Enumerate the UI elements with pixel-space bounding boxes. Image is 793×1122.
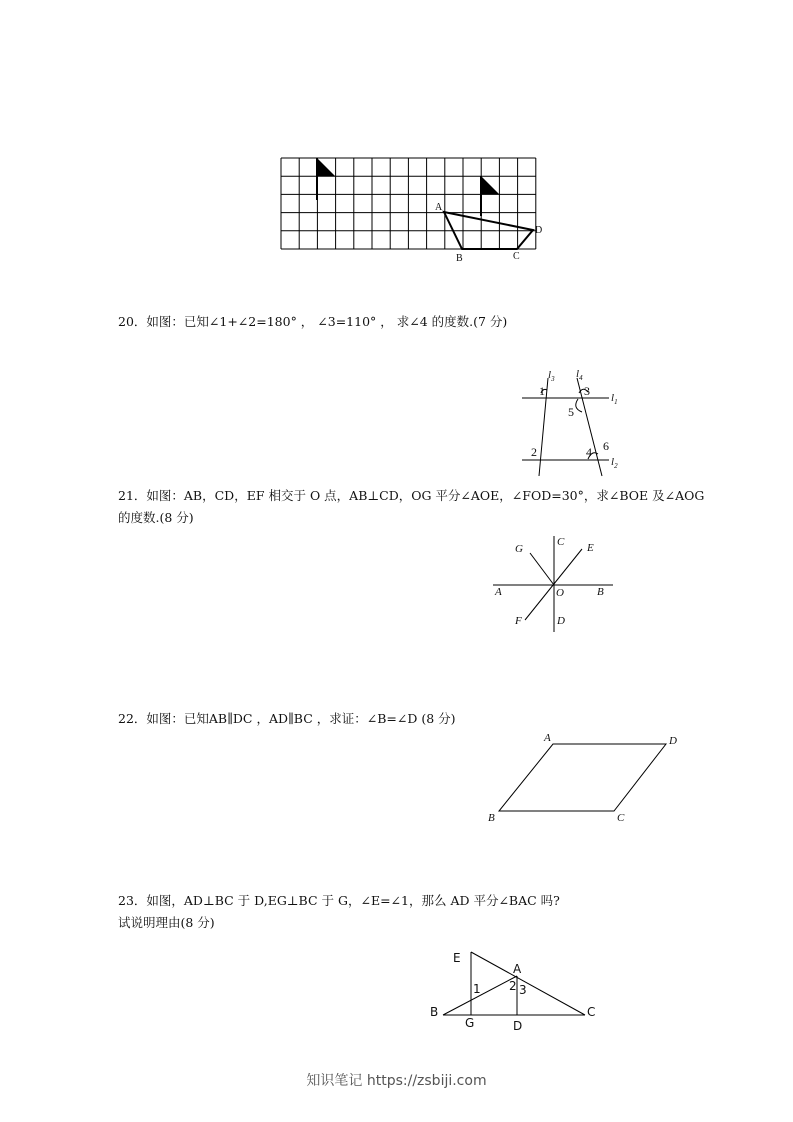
label-a: A xyxy=(495,586,502,598)
question-22-text: 22．如图：已知AB∥DC ，AD∥BC ，求证：∠B=∠D (8 分) xyxy=(118,711,456,726)
arc-angle-5 xyxy=(576,399,582,412)
grid-flag-figure xyxy=(270,150,560,265)
line-ec xyxy=(471,952,585,1015)
label-e: E xyxy=(587,542,594,554)
question-20 xyxy=(118,311,507,333)
label-o: O xyxy=(556,587,564,599)
label-angle-2: 2 xyxy=(509,979,517,993)
question-21 xyxy=(118,485,704,529)
label-d: D xyxy=(513,1019,523,1033)
label-d: D xyxy=(557,615,565,627)
label-angle-6: 6 xyxy=(603,439,609,453)
label-angle-3: 3 xyxy=(519,983,527,997)
label-a: A xyxy=(544,732,551,744)
label-e: E xyxy=(453,951,461,965)
line-og xyxy=(530,553,554,585)
question-22 xyxy=(118,708,456,730)
figure-20 xyxy=(515,362,625,477)
label-angle-3: 3 xyxy=(584,384,590,398)
label-angle-4: 4 xyxy=(586,445,592,459)
label-b: B xyxy=(456,253,463,264)
label-f: F xyxy=(515,615,522,627)
flag-left xyxy=(317,158,335,176)
figure-21 xyxy=(488,530,618,635)
label-c: C xyxy=(513,251,520,262)
label-angle-5: 5 xyxy=(568,405,574,419)
label-l2: $l_2$ xyxy=(611,456,618,470)
question-23 xyxy=(118,890,560,934)
label-b: B xyxy=(430,1005,439,1019)
label-l3: $l_3$ xyxy=(548,369,555,383)
label-l4: $l_4$ xyxy=(576,368,583,382)
label-b: B xyxy=(597,586,604,598)
figure-23 xyxy=(425,945,600,1035)
label-a: A xyxy=(435,202,443,213)
label-c: C xyxy=(557,536,565,548)
label-a: A xyxy=(513,962,522,976)
footer-watermark: 知识笔记 https://zsbiji.com xyxy=(306,1073,487,1089)
label-angle-1: 1 xyxy=(473,982,481,996)
figure-22 xyxy=(484,728,684,828)
label-c: C xyxy=(587,1005,596,1019)
flag-right xyxy=(481,176,499,194)
label-l1: $l_1$ xyxy=(611,392,618,406)
question-20-text: 20．如图：已知∠1+∠2=180° ， ∠3=110° ， 求∠4 的度数.(7 分) xyxy=(118,314,508,329)
label-c: C xyxy=(617,812,625,824)
question-23-line1: 23．如图，AD⊥BC 于 D,EG⊥BC 于 G，∠E=∠1，那么 AD 平分∠BAC 吗? xyxy=(118,893,560,908)
label-b: B xyxy=(488,812,495,824)
question-23-line2: 试说明理由(8 分) xyxy=(118,915,215,930)
label-d: D xyxy=(535,225,543,236)
label-g: G xyxy=(515,543,523,555)
question-21-line2: 的度数.(8 分) xyxy=(118,510,194,525)
label-angle-1: 1 xyxy=(539,384,545,398)
label-g: G xyxy=(465,1016,475,1030)
label-angle-2: 2 xyxy=(531,445,537,459)
label-d: D xyxy=(669,735,677,747)
question-21-line1: 21．如图：AB，CD，EF 相交于 O 点，AB⊥CD，OG 平分∠AOE，∠FOD=30°，求∠BOE 及∠AOG xyxy=(118,488,705,503)
parallelogram-abcd xyxy=(499,744,666,811)
